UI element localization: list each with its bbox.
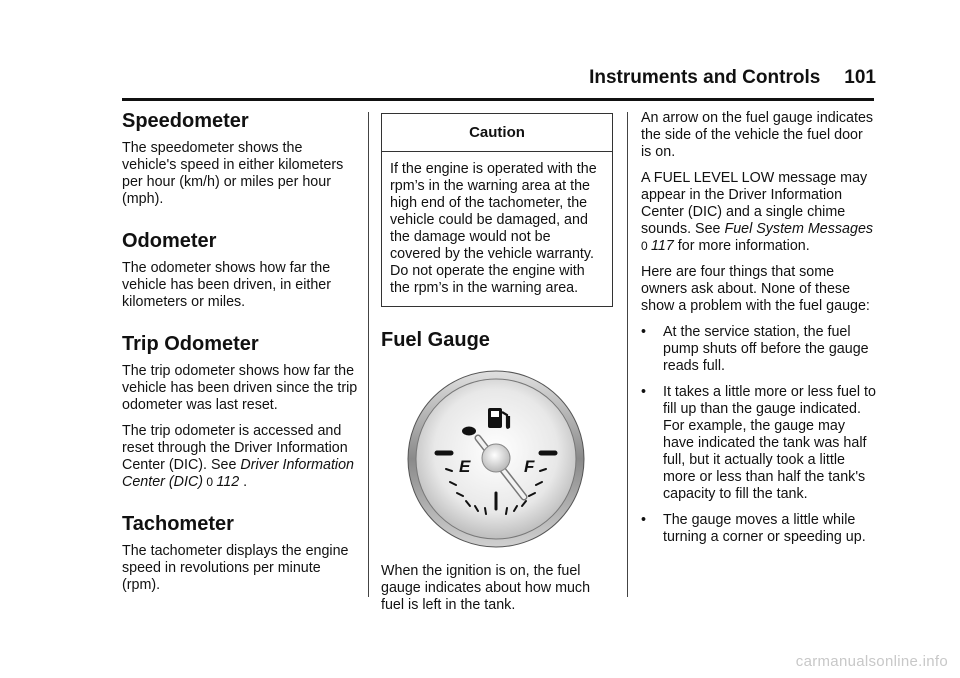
dic-page-link[interactable]: 112 [216, 474, 240, 490]
fuel-gauge-graphic [406, 369, 586, 549]
more-info: for more information. [673, 238, 810, 254]
speedometer-text: The speedometer shows the vehicle's speed in either kilometers per hour (km/h) or miles per hour (mph). [122, 140, 344, 207]
watermark: carmanualsonline.info [795, 653, 948, 670]
page-header [589, 67, 876, 89]
needle-hub [482, 444, 510, 472]
bullet-marker: • [641, 512, 647, 528]
bullet-text: The gauge moves a little while turning a corner or speeding up. [663, 512, 866, 545]
caution-title: Caution [382, 114, 612, 152]
period: . [239, 474, 248, 490]
speedometer-heading: Speedometer [122, 110, 249, 132]
bullet-marker: • [641, 384, 647, 400]
fuel-gauge-illustration [406, 369, 586, 549]
list-item [641, 512, 877, 546]
caution-text: If the engine is operated with the rpm’s in the warning area at the high end of the tachometer, the vehicle could be damaged, and the damage would not be covered by the vehicle warranty. Do not operate the engine with the rpm’s in the warning area. [390, 161, 597, 296]
column-divider-2 [627, 112, 628, 597]
odometer-text: The odometer shows how far the vehicle has been driven, in either kilometers or miles. [122, 260, 332, 310]
trip-odometer-heading: Trip Odometer [122, 333, 259, 355]
page-ref-icon: 0 [641, 239, 648, 253]
column-3 [641, 110, 877, 555]
fuel-low-body: A FUEL LEVEL LOW message may appear in the Driver Information Center (DIC) and a single chime sounds. See [641, 170, 868, 237]
fuel-gauge-heading: Fuel Gauge [381, 329, 490, 351]
bullet-text: At the service station, the fuel pump shuts off before the gauge reads full. [663, 324, 869, 374]
warning-lamp [462, 427, 476, 436]
list-item [641, 384, 877, 503]
tachometer-heading: Tachometer [122, 513, 234, 535]
page-ref-icon: 0 [206, 475, 214, 489]
empty-label: E [459, 457, 471, 476]
trip-reset-text: The trip odometer is accessed and reset through the Driver Information Center (DIC). See [122, 423, 348, 473]
column-divider-1 [368, 112, 369, 597]
page-number: 101 [844, 67, 876, 88]
list-item [641, 324, 877, 375]
tachometer-text: The tachometer displays the engine speed in revolutions per minute (rpm). [122, 543, 349, 593]
trip-odometer-text: The trip odometer shows how far the vehicle has been driven since the trip odometer was last reset. [122, 363, 358, 413]
fuel-messages-page-link[interactable]: 117 [651, 238, 674, 254]
column-2 [381, 113, 613, 623]
fuel-system-messages-link[interactable]: Fuel System Messages [724, 221, 874, 237]
column-1 [122, 110, 358, 603]
header-rule [122, 98, 874, 101]
bullet-marker: • [641, 324, 647, 340]
bullet-text: It takes a little more or less fuel to fill up than the gauge indicated. For example, the gauge may have indicated the tank was half full, but it actually took a little more or less than half the tank's capacity to fill the tank. [663, 384, 876, 502]
fuel-level-low-text [641, 170, 877, 255]
caution-box [381, 113, 613, 307]
section-title: Instruments and Controls [589, 67, 821, 88]
fuel-gauge-text: When the ignition is on, the fuel gauge indicates about how much fuel is left in the tank. [381, 563, 591, 613]
fuel-door-text: An arrow on the fuel gauge indicates the side of the vehicle the fuel door is on. [641, 110, 874, 160]
odometer-heading: Odometer [122, 230, 217, 252]
full-label: F [524, 457, 535, 476]
dic-link[interactable]: Driver Information Center (DIC) [122, 457, 355, 490]
owners-ask-text: Here are four things that some owners ask about. None of these show a problem with the fuel gauge: [641, 264, 870, 314]
trip-odometer-reset-text [122, 423, 358, 491]
